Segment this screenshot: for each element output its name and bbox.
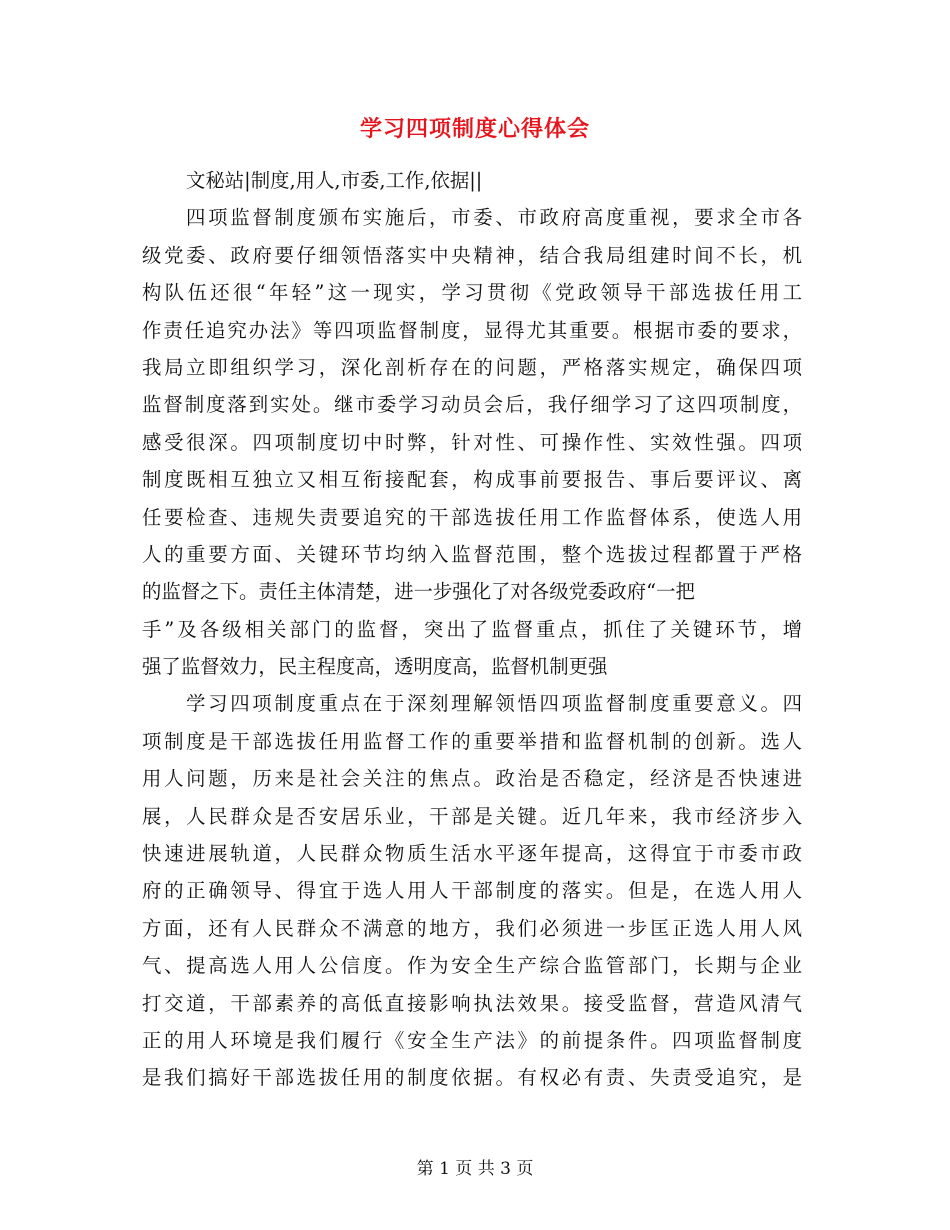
body-line: 构队伍还很“年轻”这一现实，学习贯彻《党政领导干部选拔任用工 (142, 281, 802, 305)
body-line: 强了监督效力，民主程度高，透明度高，监督机制更强 (142, 655, 608, 679)
body-line: 用人问题，历来是社会关注的焦点。政治是否稳定，经济是否快速进 (142, 767, 802, 791)
document-body (142, 162, 802, 1097)
body-line: 手”及各级相关部门的监督，突出了监督重点，抓住了关键环节，增 (142, 617, 802, 641)
page-footer: 第 1 页 共 3 页 (416, 1159, 534, 1179)
body-line: 监督制度落到实处。继市委学习动员会后，我仔细学习了这四项制度， (142, 393, 802, 417)
document-title: 学习四项制度心得体会 (359, 116, 590, 142)
body-line: 的监督之下。责任主体清楚，进一步强化了对各级党委政府“一把 (142, 580, 695, 604)
body-line: 作责任追究办法》等四项监督制度，显得尤其重要。根据市委的要求， (142, 318, 802, 342)
body-line: 级党委、政府要仔细领悟落实中央精神，结合我局组建时间不长，机 (142, 243, 802, 267)
body-line: 文秘站|制度,用人,市委,工作,依据|| (186, 169, 483, 192)
body-line: 项制度是干部选拔任用监督工作的重要举措和监督机制的创新。选人 (142, 729, 802, 753)
body-line: 气、提高选人用人公信度。作为安全生产综合监管部门，长期与企业 (142, 954, 802, 978)
body-line: 快速进展轨道，人民群众物质生活水平逐年提高，这得宜于市委市政 (142, 842, 802, 866)
body-line: 打交道，干部素养的高低直接影响执法效果。接受监督，营造风清气 (142, 991, 802, 1015)
body-line: 学习四项制度重点在于深刻理解领悟四项监督制度重要意义。四 (186, 692, 802, 716)
body-line: 四项监督制度颁布实施后，市委、市政府高度重视，要求全市各 (186, 206, 802, 230)
body-line: 制度既相互独立又相互衔接配套，构成事前要报告、事后要评议、离 (142, 468, 802, 492)
body-line: 任要检查、违规失责要追究的干部选拔任用工作监督体系，使选人用 (142, 505, 802, 529)
body-line: 人的重要方面、关键环节均纳入监督范围，整个选拔过程都置于严格 (142, 542, 802, 566)
body-line: 展，人民群众是否安居乐业，干部是关键。近几年来，我市经济步入 (142, 804, 802, 828)
body-line: 是我们搞好干部选拔任用的制度依据。有权必有责、失责受追究，是 (142, 1066, 802, 1090)
body-line: 方面，还有人民群众不满意的地方，我们必须进一步匡正选人用人风 (142, 916, 802, 940)
body-line: 感受很深。四项制度切中时弊，针对性、可操作性、实效性强。四项 (142, 430, 802, 454)
body-line: 府的正确领导、得宜于选人用人干部制度的落实。但是，在选人用人 (142, 879, 802, 903)
body-line: 正的用人环境是我们履行《安全生产法》的前提条件。四项监督制度 (142, 1028, 802, 1052)
body-line: 我局立即组织学习，深化剖析存在的问题，严格落实规定，确保四项 (142, 355, 802, 379)
